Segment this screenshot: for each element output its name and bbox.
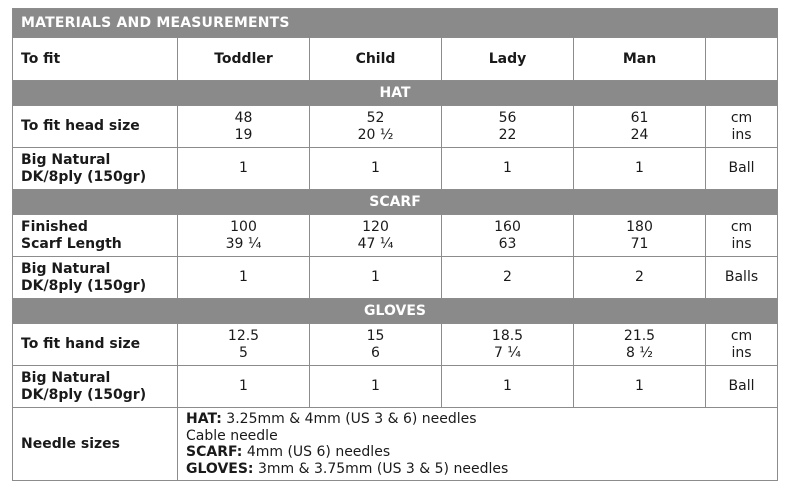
- cell-child: 52 20 ½: [310, 106, 442, 148]
- row-label: Big Natural DK/8ply (150gr): [13, 257, 178, 299]
- gloves-yarn-row: [13, 366, 778, 408]
- cell-unit: Ball: [706, 366, 778, 408]
- cell-child: 15 6: [310, 324, 442, 366]
- header-toddler: Toddler: [178, 38, 310, 81]
- scarf-length-row: [13, 215, 778, 257]
- cell-unit: cm ins: [706, 324, 778, 366]
- cell-toddler: 1: [178, 257, 310, 299]
- section-scarf: SCARF: [13, 190, 778, 215]
- materials-table-container: [12, 8, 777, 481]
- cell-toddler: 100 39 ¼: [178, 215, 310, 257]
- cell-man: 61 24: [574, 106, 706, 148]
- cell-man: 21.5 8 ½: [574, 324, 706, 366]
- cell-unit: Ball: [706, 148, 778, 190]
- cell-man: 1: [574, 366, 706, 408]
- cell-lady: 18.5 7 ¼: [442, 324, 574, 366]
- gloves-hand-size-row: [13, 324, 778, 366]
- needle-line-cable: Cable needle: [186, 427, 278, 444]
- header-to-fit: To fit: [13, 38, 178, 81]
- cell-lady: 56 22: [442, 106, 574, 148]
- hat-yarn-row: [13, 148, 778, 190]
- cell-toddler: 1: [178, 366, 310, 408]
- cell-child: 1: [310, 366, 442, 408]
- cell-child: 120 47 ¼: [310, 215, 442, 257]
- header-child: Child: [310, 38, 442, 81]
- cell-man: 1: [574, 148, 706, 190]
- section-gloves: GLOVES: [13, 299, 778, 324]
- row-label: Finished Scarf Length: [13, 215, 178, 257]
- needle-sizes-list: [178, 408, 778, 481]
- materials-table: [12, 8, 778, 481]
- header-lady: Lady: [442, 38, 574, 81]
- needle-line-hat: HAT: 3.25mm & 4mm (US 3 & 6) needles: [186, 411, 477, 427]
- scarf-yarn-row: [13, 257, 778, 299]
- cell-toddler: 12.5 5: [178, 324, 310, 366]
- needle-line-scarf: SCARF: 4mm (US 6) needles: [186, 444, 391, 460]
- header-man: Man: [574, 38, 706, 81]
- row-label: Needle sizes: [13, 408, 178, 481]
- cell-unit: cm ins: [706, 215, 778, 257]
- row-label: To fit head size: [13, 106, 178, 148]
- cell-toddler: 48 19: [178, 106, 310, 148]
- table-title: MATERIALS AND MEASUREMENTS: [13, 9, 778, 38]
- cell-lady: 1: [442, 148, 574, 190]
- cell-child: 1: [310, 257, 442, 299]
- cell-toddler: 1: [178, 148, 310, 190]
- section-hat: HAT: [13, 81, 778, 106]
- cell-lady: 2: [442, 257, 574, 299]
- cell-unit: Balls: [706, 257, 778, 299]
- needle-line-gloves: GLOVES: 3mm & 3.75mm (US 3 & 5) needles: [186, 460, 509, 477]
- needle-sizes-row: [13, 408, 778, 481]
- header-row: [13, 38, 778, 81]
- row-label: Big Natural DK/8ply (150gr): [13, 366, 178, 408]
- cell-unit: cm ins: [706, 106, 778, 148]
- cell-man: 2: [574, 257, 706, 299]
- row-label: To fit hand size: [13, 324, 178, 366]
- cell-lady: 160 63: [442, 215, 574, 257]
- hat-head-size-row: [13, 106, 778, 148]
- cell-man: 180 71: [574, 215, 706, 257]
- header-unit: [706, 38, 778, 81]
- row-label: Big Natural DK/8ply (150gr): [13, 148, 178, 190]
- cell-child: 1: [310, 148, 442, 190]
- cell-lady: 1: [442, 366, 574, 408]
